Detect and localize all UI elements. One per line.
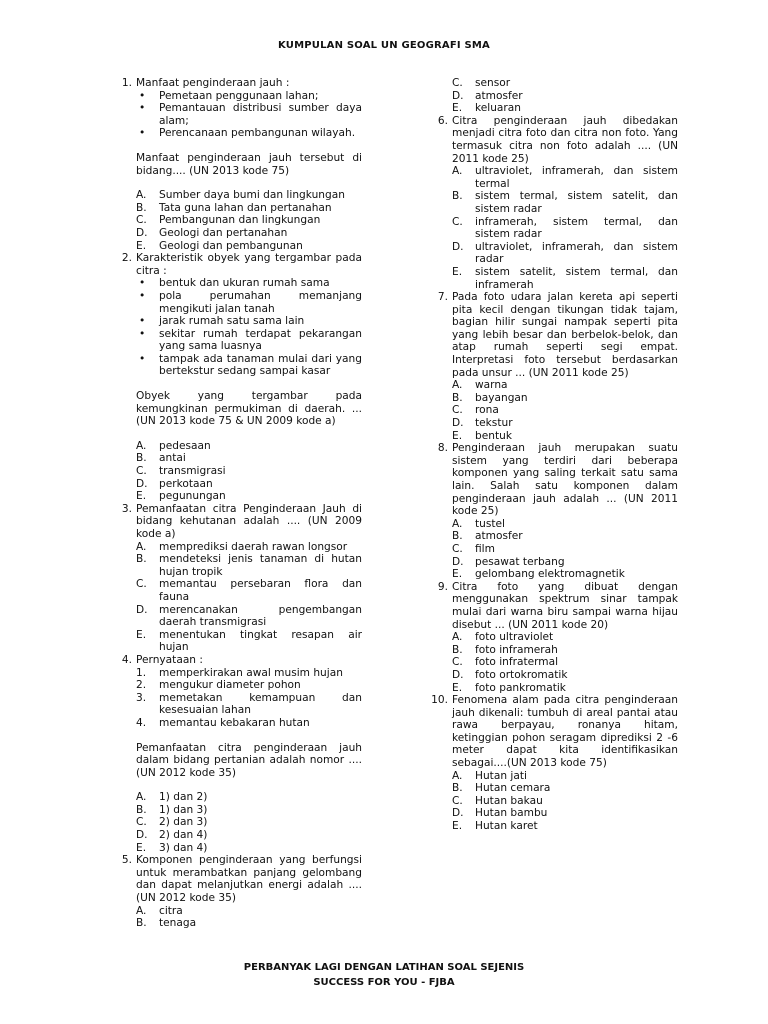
item-text: ultraviolet, inframerah, dan sistem termal [475, 165, 678, 190]
answer-option [452, 656, 678, 669]
question-text: Citra penginderaan jauh dibedakan menjadi citra foto dan citra non foto. Yang termasuk citra non foto adalah .... (UN 2011 kode 25) [452, 114, 678, 165]
list-item [136, 353, 362, 378]
item-marker: D. [136, 603, 148, 616]
question-text: Komponen penginderaan yang berfungsi untuk merambatkan panjang gelombang dan dapat melanjutkan energi adalah ....(UN 2012 kode 35) [136, 854, 362, 905]
answer-option [136, 905, 362, 918]
item-text: bentuk [475, 429, 512, 442]
item-marker: 3. [136, 691, 147, 704]
item-marker: D. [452, 668, 464, 681]
answer-option [136, 553, 362, 578]
item-text: bayangan [475, 391, 528, 404]
item-marker: E. [452, 820, 463, 833]
item-marker: D. [452, 89, 464, 102]
question-text: Pada foto udara jalan kereta api seperti pita kecil dengan tikungan tidak tajam, bagian hilir sungai nampak seperti pita yang lebih besar dan berbelok-belok, dan atap rumah seperti segi empat. Interpretasi foto tersebut berdasarkan pada unsur ... (UN 2011 kode 25) [452, 291, 678, 379]
answer-option [452, 682, 678, 695]
answer-option [452, 782, 678, 795]
item-text: 2) dan 3) [159, 816, 208, 829]
right-column [428, 77, 678, 833]
answer-option [452, 543, 678, 556]
item-marker: B. [136, 553, 147, 566]
item-text: 1) dan 3) [159, 803, 208, 816]
page-title: KUMPULAN SOAL UN GEOGRAFI SMA [278, 40, 490, 51]
item-marker: A. [136, 904, 147, 917]
answer-option [136, 541, 362, 554]
answer-option [136, 578, 362, 603]
item-text: menentukan tingkat resapan air hujan [159, 628, 362, 654]
item-text: foto infratermal [475, 656, 559, 669]
item-marker: C. [452, 794, 463, 807]
numbered-list-4 [136, 667, 362, 730]
question-8 [428, 442, 678, 581]
item-text: citra [159, 904, 183, 917]
answer-option [452, 669, 678, 682]
item-marker: B. [136, 452, 147, 465]
item-marker: E. [136, 490, 147, 503]
question-5 [112, 854, 362, 930]
question-9 [428, 581, 678, 694]
spacer [136, 177, 362, 189]
item-marker: E. [452, 568, 463, 581]
question-number: 5. [121, 854, 132, 867]
answer-option [452, 241, 678, 266]
question-number: 10. [431, 694, 448, 707]
answer-option [452, 795, 678, 808]
item-text: transmigrasi [159, 465, 226, 478]
spacer [136, 730, 362, 742]
left-column [112, 77, 362, 930]
item-marker: A. [452, 631, 463, 644]
item-text: bentuk dan ukuran rumah sama [159, 277, 330, 290]
item-text: foto ortokromatik [475, 668, 568, 681]
answer-option [452, 190, 678, 215]
item-text: atmosfer [475, 530, 523, 543]
answer-option [136, 816, 362, 829]
item-marker: C. [136, 465, 147, 478]
item-text: pola perumahan memanjang mengikuti jalan tanah [159, 289, 362, 315]
item-marker: A. [136, 439, 147, 452]
answer-option [452, 518, 678, 531]
item-text: warna [475, 379, 508, 392]
answer-option [136, 227, 362, 240]
answer-option [136, 604, 362, 629]
answer-option [136, 214, 362, 227]
answer-option [136, 804, 362, 817]
answer-option [452, 820, 678, 833]
item-marker: D. [136, 226, 148, 239]
item-text: Pemantauan distribusi sumber daya alam; [159, 102, 362, 127]
item-marker: C. [452, 77, 463, 89]
item-text: 2) dan 4) [159, 829, 208, 842]
answer-option [136, 917, 362, 930]
item-text: Hutan bakau [475, 794, 543, 807]
list-item [136, 679, 362, 692]
list-item [136, 315, 362, 328]
footer-line-2: SUCCESS FOR YOU - FJBA [313, 977, 455, 988]
item-marker: E. [452, 102, 463, 115]
bullet-icon: • [139, 102, 146, 115]
question-number: 9. [437, 580, 448, 593]
item-text: merencanakan pengembangan daerah transmigrasi [159, 603, 362, 629]
option-list-5 [452, 77, 678, 115]
item-text: antai [159, 452, 186, 465]
item-marker: A. [452, 379, 463, 392]
item-text: Geologi dan pertanahan [159, 226, 288, 239]
item-marker: A. [136, 189, 147, 202]
question-number: 1. [121, 77, 132, 89]
spacer [136, 428, 362, 440]
list-item [136, 717, 362, 730]
list-item [136, 90, 362, 103]
answer-option [136, 478, 362, 491]
item-marker: A. [452, 517, 463, 530]
item-marker: A. [452, 165, 463, 178]
question-7 [428, 291, 678, 442]
item-text: tenaga [159, 917, 197, 930]
answer-option [452, 404, 678, 417]
item-text: pedesaan [159, 439, 211, 452]
item-text: Geologi dan pembangunan [159, 239, 303, 252]
answer-option [452, 417, 678, 430]
item-marker: A. [452, 769, 463, 782]
question-number: 7. [437, 291, 448, 304]
item-text: pesawat terbang [475, 555, 565, 568]
answer-option [136, 829, 362, 842]
item-marker: E. [452, 265, 463, 278]
list-item [136, 667, 362, 680]
option-list-6 [452, 165, 678, 291]
item-marker: 1. [136, 666, 147, 679]
item-text: atmosfer [475, 89, 523, 102]
item-text: 1) dan 2) [159, 791, 208, 804]
question-text: Pernyataan : [136, 653, 203, 666]
list-item [136, 102, 362, 127]
item-marker: C. [452, 215, 463, 228]
question-10 [428, 694, 678, 833]
bullet-icon: • [139, 277, 146, 290]
item-marker: E. [136, 841, 147, 854]
item-text: Perencanaan pembangunan wilayah. [159, 127, 356, 140]
answer-option [136, 629, 362, 654]
question-number: 8. [437, 442, 448, 455]
question-text: Pemanfaatan citra Penginderaan Jauh di bidang kehutanan adalah .... (UN 2009 kode a) [136, 502, 362, 540]
answer-option [136, 842, 362, 855]
item-marker: A. [136, 540, 147, 553]
item-text: Pemetaan penggunaan lahan; [159, 89, 319, 102]
item-text: foto inframerah [475, 643, 558, 656]
item-marker: C. [136, 214, 147, 227]
option-list-10 [452, 770, 678, 833]
item-marker: B. [452, 530, 463, 543]
item-text: ultraviolet, inframerah, dan sistem radar [475, 240, 678, 266]
item-text: Hutan jati [475, 769, 527, 782]
item-text: gelombang elektromagnetik [475, 568, 625, 581]
list-item [136, 277, 362, 290]
item-marker: D. [136, 829, 148, 842]
item-marker: D. [452, 240, 464, 253]
answer-option [452, 631, 678, 644]
option-list-7 [452, 379, 678, 442]
answer-option [452, 568, 678, 581]
item-text: Hutan cemara [475, 782, 551, 795]
item-text: memantau persebaran flora dan fauna [159, 578, 362, 603]
bullet-icon: • [139, 89, 146, 102]
list-item [136, 127, 362, 140]
question-number: 3. [121, 502, 132, 515]
item-text: sistem termal, sistem satelit, dan sistem radar [475, 190, 678, 215]
question-text: Penginderaan jauh merupakan suatu sistem yang terdiri dari beberapa komponen yang saling terkait satu sama lain. Salah satu komponen dalam penginderaan jauh adalah ... (UN 2011 kode 25) [452, 442, 678, 518]
option-list-1 [136, 189, 362, 252]
item-marker: B. [136, 803, 147, 816]
list-item [136, 328, 362, 353]
answer-option [136, 465, 362, 478]
answer-option [452, 102, 678, 115]
option-list-9 [452, 631, 678, 694]
item-marker: D. [452, 555, 464, 568]
item-text: perkotaan [159, 477, 213, 490]
bullet-list-2 [136, 277, 362, 378]
question-prompt: Obyek yang tergambar pada kemungkinan permukiman di daerah. ... (UN 2013 kode 75 & UN 2009 kode a) [136, 390, 362, 428]
answer-option [136, 202, 362, 215]
item-text: tekstur [475, 417, 513, 430]
bullet-icon: • [139, 352, 146, 365]
item-marker: B. [452, 391, 463, 404]
answer-option [136, 240, 362, 253]
item-marker: B. [452, 643, 463, 656]
item-text: keluaran [475, 102, 521, 115]
question-1 [112, 77, 362, 252]
question-2 [112, 252, 362, 503]
answer-option [452, 770, 678, 783]
answer-option [452, 392, 678, 405]
bullet-list-1 [136, 90, 362, 140]
item-text: Tata guna lahan dan pertanahan [159, 201, 332, 214]
item-marker: C. [452, 656, 463, 669]
item-text: mengukur diameter pohon [159, 679, 301, 692]
question-6 [428, 115, 678, 291]
item-marker: E. [136, 239, 147, 252]
item-marker: C. [452, 542, 463, 555]
item-text: foto ultraviolet [475, 631, 554, 644]
item-text: film [475, 542, 495, 555]
item-marker: D. [452, 417, 464, 430]
question-number: 2. [121, 252, 132, 265]
question-prompt: Manfaat penginderaan jauh tersebut di bidang.... (UN 2013 kode 75) [136, 151, 362, 177]
question-number: 4. [121, 653, 132, 666]
bullet-icon: • [139, 127, 146, 140]
item-text: foto pankromatik [475, 681, 566, 694]
item-text: memantau kebakaran hutan [159, 716, 310, 729]
item-text: sistem satelit, sistem termal, dan inframerah [475, 265, 678, 291]
answer-option [452, 430, 678, 443]
answer-option [452, 807, 678, 820]
option-list-5 [136, 905, 362, 930]
question-text: Manfaat penginderaan jauh : [136, 77, 290, 89]
question-5-continued [428, 77, 678, 115]
spacer [136, 779, 362, 791]
item-text: Hutan bambu [475, 807, 548, 820]
option-list-2 [136, 440, 362, 503]
item-text: inframerah, sistem termal, dan sistem radar [475, 215, 678, 241]
bullet-icon: • [139, 315, 146, 328]
item-text: Hutan karet [475, 820, 538, 833]
answer-option [136, 440, 362, 453]
item-text: pegunungan [159, 490, 226, 503]
answer-option [452, 379, 678, 392]
question-text: Fenomena alam pada citra penginderaan jauh dikenali: tumbuh di areal pantai atau rawa berpayau, ronanya hitam, ketinggian pohon seragam diprediksi 2 -6 meter dapat kita identifikasikan sebagai....(UN 2013 kode 75) [452, 694, 678, 770]
list-item [136, 290, 362, 315]
item-marker: D. [452, 807, 464, 820]
question-text: Karakteristik obyek yang tergambar pada citra : [136, 252, 362, 277]
answer-option [452, 77, 678, 90]
answer-option [136, 452, 362, 465]
bullet-icon: • [139, 289, 146, 302]
item-marker: B. [136, 201, 147, 214]
item-marker: B. [136, 917, 147, 930]
option-list-3 [136, 541, 362, 654]
item-marker: C. [136, 578, 147, 591]
item-text: jarak rumah satu sama lain [159, 315, 305, 328]
item-text: mendeteksi jenis tanaman di hutan hujan tropik [159, 553, 362, 578]
item-text: Sumber daya bumi dan lingkungan [159, 189, 345, 202]
item-marker: 2. [136, 679, 147, 692]
item-marker: E. [452, 429, 463, 442]
item-marker: B. [452, 190, 463, 203]
spacer [136, 140, 362, 152]
item-marker: B. [452, 782, 463, 795]
question-prompt: Pemanfaatan citra penginderaan jauh dalam bidang pertanian adalah nomor .... (UN 2012 kode 35) [136, 741, 362, 779]
item-marker: E. [452, 681, 463, 694]
question-4 [112, 654, 362, 854]
answer-option [136, 791, 362, 804]
item-text: tustel [475, 517, 506, 530]
question-text: Citra foto yang dibuat dengan menggunakan spektrum sinar tampak mulai dari warna biru sampai warna hijau disebut ... (UN 2011 kode 20) [452, 580, 678, 631]
answer-option [452, 90, 678, 103]
answer-option [452, 266, 678, 291]
item-marker: C. [136, 816, 147, 829]
answer-option [452, 556, 678, 569]
footer-line-1: PERBANYAK LAGI DENGAN LATIHAN SOAL SEJENIS [243, 962, 525, 973]
item-text: Pembangunan dan lingkungan [159, 214, 321, 227]
answer-option [452, 216, 678, 241]
item-text: sekitar rumah terdapat pekarangan yang sama luasnya [159, 327, 362, 353]
answer-option [452, 530, 678, 543]
item-text: tampak ada tanaman mulai dari yang bertekstur sedang sampai kasar [159, 352, 362, 378]
item-marker: A. [136, 791, 147, 804]
item-text: memperkirakan awal musim hujan [159, 666, 343, 679]
item-text: 3) dan 4) [159, 841, 208, 854]
list-item [136, 692, 362, 717]
item-text: memetakan kemampuan dan kesesuaian lahan [159, 691, 362, 717]
option-list-8 [452, 518, 678, 581]
spacer [136, 378, 362, 390]
answer-option [136, 490, 362, 503]
answer-option [136, 189, 362, 202]
item-marker: 4. [136, 716, 147, 729]
bullet-icon: • [139, 327, 146, 340]
item-text: rona [475, 404, 499, 417]
question-3 [112, 503, 362, 654]
item-marker: D. [136, 477, 148, 490]
question-number: 6. [437, 114, 448, 127]
option-list-4 [136, 791, 362, 854]
item-marker: E. [136, 628, 147, 641]
item-marker: C. [452, 404, 463, 417]
answer-option [452, 644, 678, 657]
answer-option [452, 165, 678, 190]
item-text: memprediksi daerah rawan longsor [159, 540, 348, 553]
item-text: sensor [475, 77, 511, 89]
